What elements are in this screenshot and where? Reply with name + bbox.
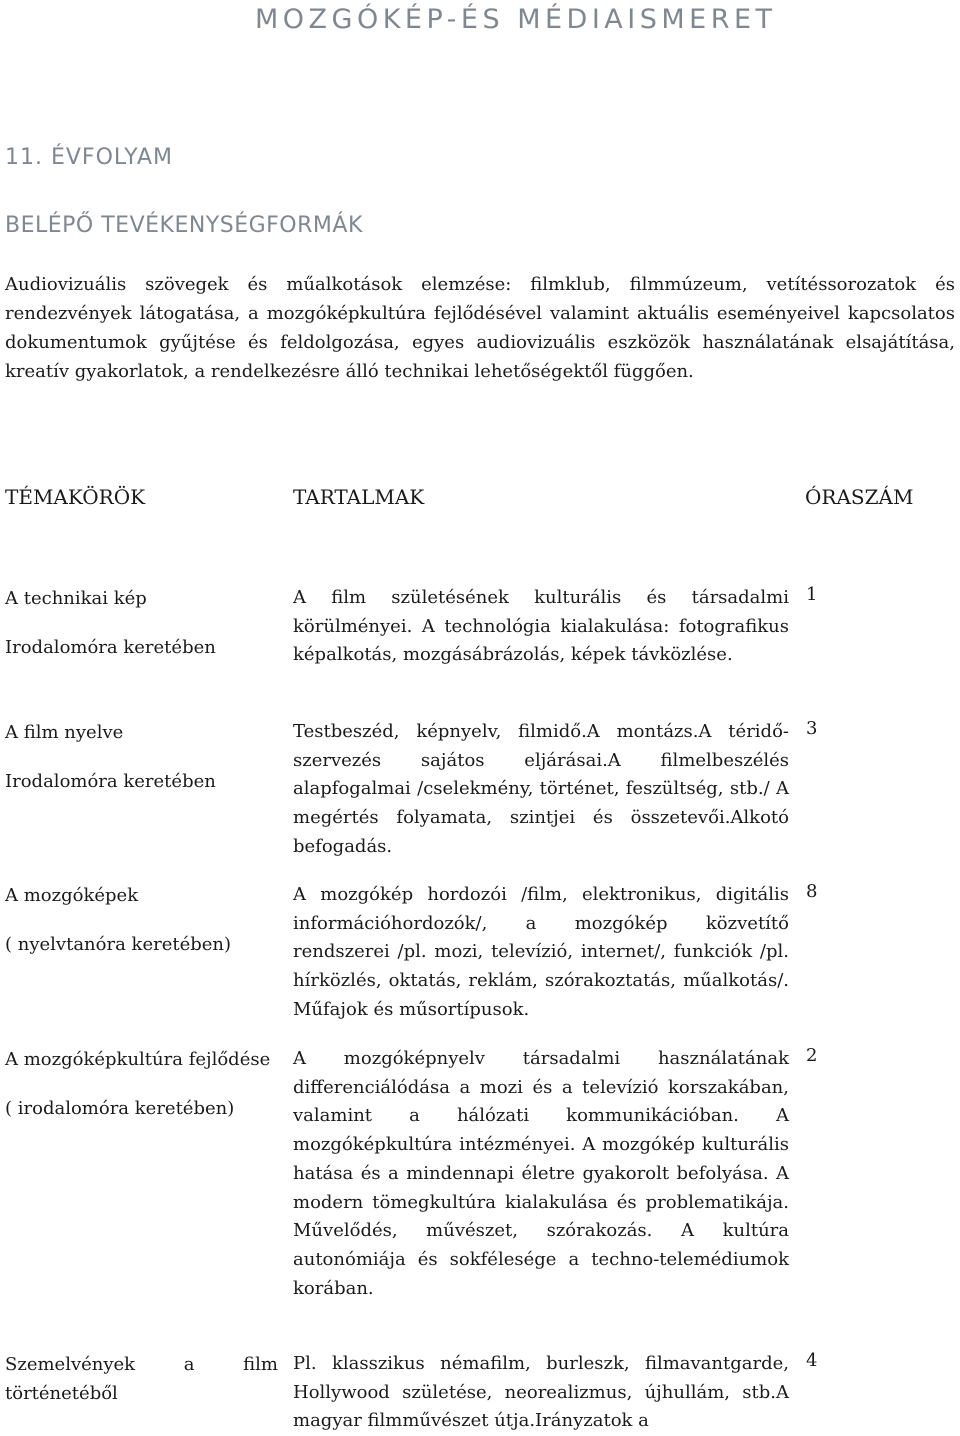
table-row-hours: 2 <box>806 1045 818 1066</box>
table-row-topic <box>5 584 278 682</box>
table-row-topic <box>5 881 278 979</box>
column-header-topics: TÉMAKÖRÖK <box>5 485 146 509</box>
topic-title: A mozgóképkultúra fejlődése <box>5 1049 271 1070</box>
topic-note: Irodalomóra keretében <box>5 637 216 658</box>
table-row-topic <box>5 1350 278 1428</box>
table-row-topic <box>5 718 278 816</box>
column-header-hours: ÓRASZÁM <box>805 485 914 509</box>
table-row-content: A mozgókép hordozói /film, elektronikus, digitális információhordozók/, a mozgókép közvetítő rendszerei /pl. mozi, televízió, internet/, funkciók /pl. hírközlés, oktatás, reklám, szórakoztatás, műalkotás/. Műfajok és műsortípusok. <box>293 884 789 1020</box>
column-header-contents: TARTALMAK <box>293 485 425 509</box>
intro-paragraph: Audiovizuális szövegek és műalkotások elemzése: filmklub, filmmúzeum, vetítéssorozatok és rendezvények látogatása, a mozgóképkultúra fejlődésével valamint aktuális eseményeivel kapcsolatos dokumentumok gyűjtése és feldolgozása, egyes audiovizuális eszközök használatának elsajátítása, kreatív gyakorlatok, a rendelkezésre álló technikai lehetőségektől függően. <box>5 274 955 382</box>
table-row-hours: 3 <box>806 718 818 739</box>
section-heading: BELÉPŐ TEVÉKENYSÉGFORMÁK <box>5 213 363 238</box>
topic-title: A technikai kép <box>5 588 147 609</box>
topic-title: A film nyelve <box>5 722 124 743</box>
topic-note: ( irodalomóra keretében) <box>5 1098 235 1119</box>
document-title: MOZGÓKÉP-ÉS MÉDIAISMERET <box>255 4 777 35</box>
table-row-hours: 4 <box>806 1350 818 1371</box>
grade-heading: 11. ÉVFOLYAM <box>5 145 173 170</box>
table-row-hours: 8 <box>806 881 818 902</box>
table-row-content: Testbeszéd, képnyelv, filmidő.A montázs.A téridő-szervezés sajátos eljárásai.A filmelbeszélés alapfogalmai /cselekmény, történet, feszültség, stb./ A megértés folyamata, szintjei és összetevői.Alkotó befogadás. <box>293 721 789 857</box>
table-row-content: A film születésének kulturális és társadalmi körülményei. A technológia kialakulása: fotografikus képalkotás, mozgásábrázolás, képek távközlése. <box>293 587 789 666</box>
table-row-hours: 1 <box>806 584 818 605</box>
table-row-content: Pl. klasszikus némafilm, burleszk, filmavantgarde, Hollywood születése, neorealizmus, újhullám, stb.A magyar filmművészet útja.Irányzatok a <box>293 1353 789 1432</box>
topic-note: ( nyelvtanóra keretében) <box>5 934 232 955</box>
table-row-topic <box>5 1045 278 1143</box>
topic-title: A mozgóképek <box>5 885 139 906</box>
table-row-content: A mozgóképnyelv társadalmi használatának differenciálódása a mozi és a televízió korszakában, valamint a hálózati kommunikációban. A mozgóképkultúra intézményei. A mozgókép kulturális hatása és a mindennapi életre gyakorolt befolyása. A modern tömegkultúra kialakulása és problematikája. Művelődés, művészet, szórakozás. A kultúra autonómiája és sokfélesége a techno-telemédiumok korában. <box>293 1048 789 1299</box>
topic-note: Irodalomóra keretében <box>5 771 216 792</box>
topic-title: Szemelvények a film történetéből <box>5 1354 278 1404</box>
